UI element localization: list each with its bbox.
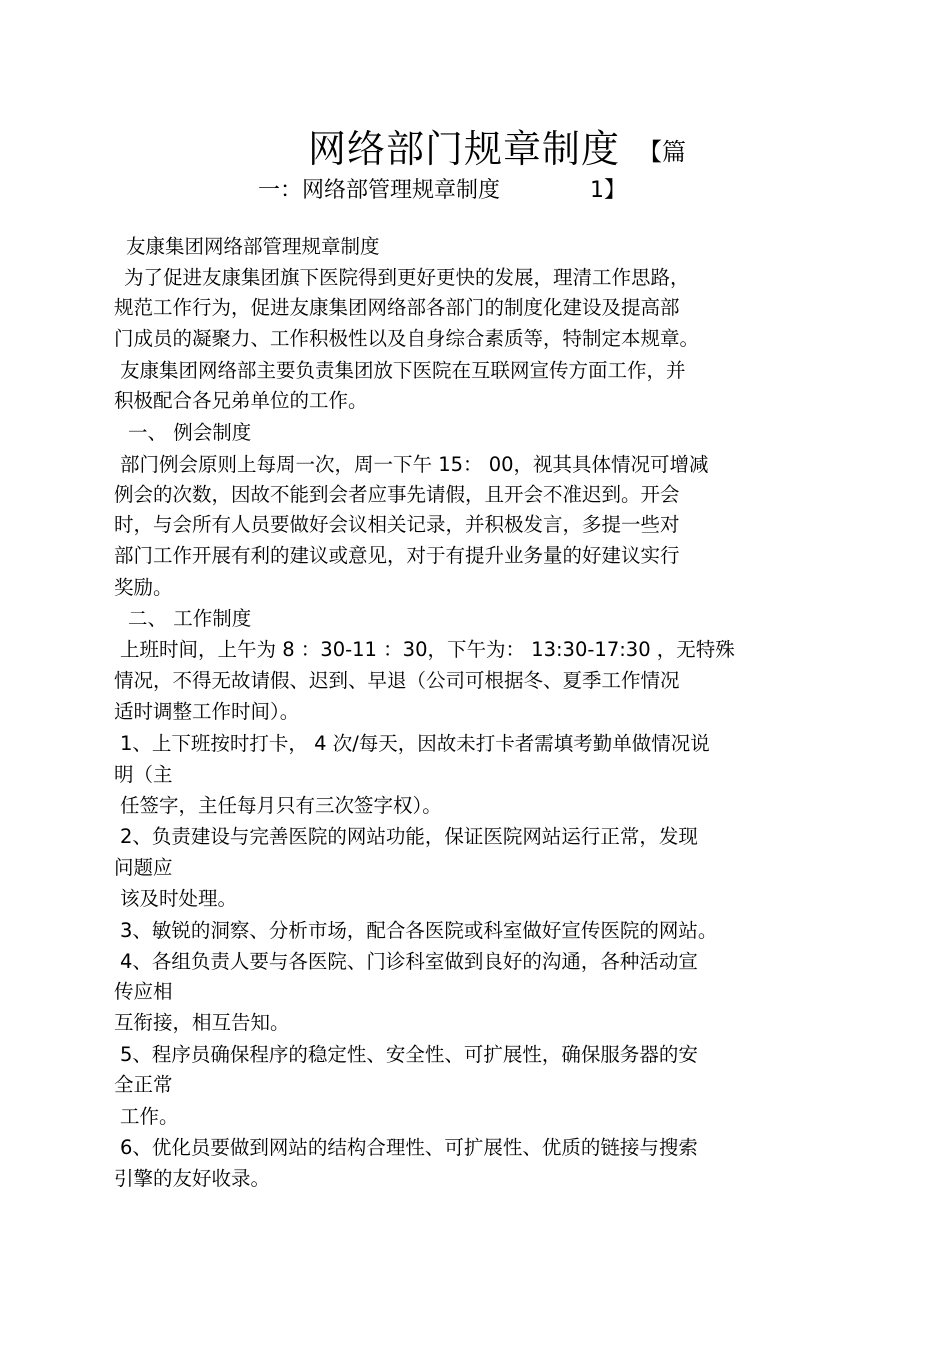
body-line: 奖励。 bbox=[114, 576, 173, 599]
body-line: 友康集团网络部主要负责集团放下医院在互联网宣传方面工作，并 bbox=[120, 359, 686, 382]
body-line: 问题应 bbox=[114, 856, 173, 879]
list-item: 1、上下班按时打卡， 4 次/每天，因故未打卡者需填考勤单做情况说 bbox=[120, 732, 710, 755]
body-line: 为了促进友康集团旗下医院得到更好更快的发展，理清工作思路， bbox=[124, 266, 690, 289]
body-line: 该及时处理。 bbox=[120, 887, 238, 910]
section-heading: 一、 例会制度 bbox=[128, 421, 252, 444]
body-heading: 友康集团网络部管理规章制度 bbox=[126, 235, 380, 258]
body-line: 时，与会所有人员要做好会议相关记录，并积极发言，多提一些对 bbox=[114, 513, 680, 536]
list-item: 6、优化员要做到网站的结构合理性、可扩展性、优质的链接与搜索 bbox=[120, 1136, 698, 1159]
subtitle-number: 1】 bbox=[590, 178, 626, 203]
document-title: 网络部门规章制度 bbox=[308, 127, 621, 171]
body-line: 例会的次数，因故不能到会者应事先请假，且开会不准迟到。开会 bbox=[114, 483, 680, 506]
body-line: 规范工作行为，促进友康集团网络部各部门的制度化建设及提高部 bbox=[114, 296, 680, 319]
body-line: 引擎的友好收录。 bbox=[114, 1167, 271, 1190]
body-line: 上班时间，上午为 8 ：30-11 ：30，下午为： 13:30-17:30 ，无特殊 bbox=[120, 638, 735, 661]
document-subtitle: 一：网络部管理规章制度 bbox=[258, 178, 501, 203]
body-line: 明（主 bbox=[114, 763, 173, 786]
body-line: 部门工作开展有利的建议或意见，对于有提升业务量的好建议实行 bbox=[114, 544, 680, 567]
list-item: 2、负责建设与完善医院的网站功能，保证医院网站运行正常，发现 bbox=[120, 825, 698, 848]
body-line: 互衔接，相互告知。 bbox=[114, 1011, 290, 1034]
body-line: 部门例会原则上每周一次，周一下午 15： 00，视其具体情况可增减 bbox=[120, 453, 709, 476]
body-line: 门成员的凝聚力、工作积极性以及自身综合素质等，特制定本规章。 bbox=[114, 327, 700, 350]
list-item: 5、程序员确保程序的稳定性、安全性、可扩展性，确保服务器的安 bbox=[120, 1043, 698, 1066]
body-line: 情况，不得无故请假、迟到、早退（公司可根据冬、夏季工作情况 bbox=[114, 669, 680, 692]
list-item: 3、敏锐的洞察、分析市场，配合各医院或科室做好宣传医院的网站。 bbox=[120, 919, 718, 942]
body-line: 适时调整工作时间）。 bbox=[114, 700, 300, 723]
body-line: 传应相 bbox=[114, 980, 173, 1003]
list-item: 4、各组负责人要与各医院、门诊科室做到良好的沟通，各种活动宣 bbox=[120, 950, 698, 973]
body-line: 积极配合各兄弟单位的工作。 bbox=[114, 389, 368, 412]
body-line: 工作。 bbox=[120, 1105, 179, 1128]
body-line: 全正常 bbox=[114, 1073, 173, 1096]
body-line: 任签字，主任每月只有三次签字权）。 bbox=[120, 794, 442, 817]
title-section-tag: 【篇 bbox=[638, 138, 686, 166]
section-heading: 二、 工作制度 bbox=[128, 607, 252, 630]
